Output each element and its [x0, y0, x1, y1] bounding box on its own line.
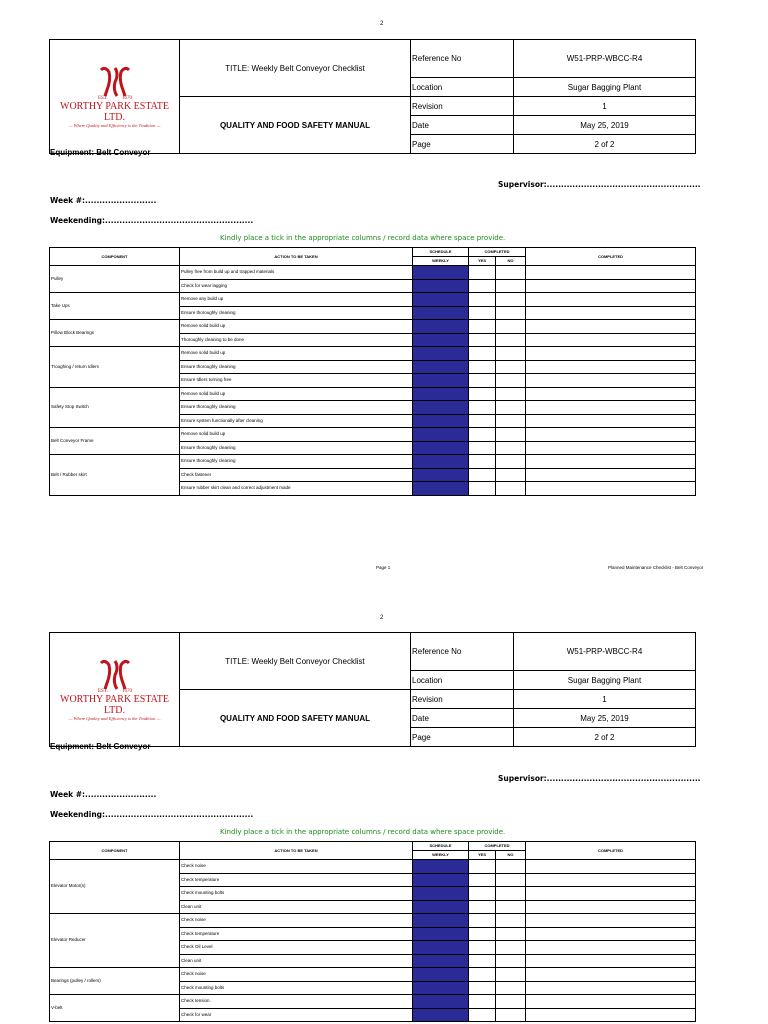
- action-cell: Remove solid build up: [180, 428, 413, 442]
- action-cell: Remove solid build up: [180, 347, 413, 361]
- completed-notes-cell[interactable]: [526, 941, 696, 955]
- logo-cell: [50, 40, 180, 154]
- ref-value: W51-PRP-WBCC-R4: [514, 633, 696, 671]
- completed-notes-cell[interactable]: [526, 428, 696, 442]
- completed-notes-cell[interactable]: [526, 927, 696, 941]
- action-cell: Check noise: [180, 968, 413, 982]
- action-cell: Ensure Idlers turning free: [180, 374, 413, 388]
- no-checkbox-cell[interactable]: [496, 468, 526, 482]
- weekly-schedule-cell: [413, 941, 469, 955]
- action-cell: Clean unit: [180, 900, 413, 914]
- yes-checkbox-cell[interactable]: [469, 968, 496, 982]
- weekly-schedule-cell: [413, 927, 469, 941]
- company-logo: EST. 1670 WORTHY PARK ESTATE LTD. — Where Quality and Efficiency is the Tradition —: [50, 66, 179, 128]
- weekly-schedule-cell: [413, 887, 469, 901]
- col-component: COMPONENT: [50, 842, 180, 860]
- completed-notes-cell[interactable]: [526, 482, 696, 496]
- component-cell: Take Ups: [50, 293, 180, 320]
- weekly-schedule-cell: [413, 981, 469, 995]
- yes-checkbox-cell[interactable]: [469, 860, 496, 874]
- action-cell: Pulley free from build up and trapped materials: [180, 266, 413, 280]
- completed-notes-cell[interactable]: [526, 900, 696, 914]
- table-row: [50, 320, 696, 334]
- action-cell: Thoroughly cleaning to be done: [180, 333, 413, 347]
- completed-notes-cell[interactable]: [526, 279, 696, 293]
- page-label: Page: [411, 728, 514, 747]
- action-cell: Check noise: [180, 860, 413, 874]
- completed-notes-cell[interactable]: [526, 1008, 696, 1022]
- location-label: Location: [411, 671, 514, 690]
- table-row: [50, 347, 696, 361]
- weekly-schedule-cell: [413, 387, 469, 401]
- completed-notes-cell[interactable]: [526, 860, 696, 874]
- svg-text:1670: 1670: [121, 688, 132, 693]
- svg-text:1670: 1670: [121, 95, 132, 100]
- yes-checkbox-cell[interactable]: [469, 468, 496, 482]
- action-cell: Check mounting bolts: [180, 981, 413, 995]
- weekly-schedule-cell: [413, 414, 469, 428]
- col-schedule: SCHEDULE: [413, 248, 469, 257]
- page-number: 2: [380, 615, 384, 621]
- weekly-schedule-cell: [413, 347, 469, 361]
- weekly-schedule-cell: [413, 360, 469, 374]
- component-cell: Pillow Block Bearings: [50, 320, 180, 347]
- col-yes: YES: [469, 851, 496, 860]
- weekly-schedule-cell: [413, 873, 469, 887]
- yes-checkbox-cell[interactable]: [469, 927, 496, 941]
- yes-checkbox-cell[interactable]: [469, 428, 496, 442]
- yes-checkbox-cell[interactable]: [469, 455, 496, 469]
- no-checkbox-cell[interactable]: [496, 941, 526, 955]
- component-cell: Pulley: [50, 266, 180, 293]
- weekly-schedule-cell: [413, 455, 469, 469]
- revision-value: 1: [514, 690, 696, 709]
- weekly-schedule-cell: [413, 293, 469, 307]
- no-checkbox-cell[interactable]: [496, 360, 526, 374]
- action-cell: Check tension.: [180, 995, 413, 1009]
- col-completed-notes: COMPLETED: [526, 842, 696, 860]
- weekending-field[interactable]: Weekending:....................................................: [50, 216, 254, 225]
- checklist-title: TITLE: Weekly Belt Conveyor Checklist: [180, 40, 411, 97]
- component-cell: Safety Stop Switch: [50, 387, 180, 428]
- yes-checkbox-cell[interactable]: [469, 414, 496, 428]
- revision-label: Revision: [411, 97, 514, 116]
- action-cell: Ensure thoroughly cleaning: [180, 455, 413, 469]
- header-table: [49, 39, 696, 154]
- weekly-schedule-cell: [413, 306, 469, 320]
- col-weekly: WEEKLY: [413, 851, 469, 860]
- no-checkbox-cell[interactable]: [496, 279, 526, 293]
- col-no: NO: [496, 257, 526, 266]
- no-checkbox-cell[interactable]: [496, 414, 526, 428]
- action-cell: Check noise: [180, 914, 413, 928]
- yes-checkbox-cell[interactable]: [469, 954, 496, 968]
- component-cell: Troughing / return Idlers: [50, 347, 180, 388]
- action-cell: Check for wear lagging: [180, 279, 413, 293]
- yes-checkbox-cell[interactable]: [469, 306, 496, 320]
- completed-notes-cell[interactable]: [526, 914, 696, 928]
- action-cell: Check for wear: [180, 1008, 413, 1022]
- weekly-schedule-cell: [413, 968, 469, 982]
- no-checkbox-cell[interactable]: [496, 306, 526, 320]
- col-completed: COMPLETED: [469, 842, 526, 851]
- ref-value: W51-PRP-WBCC-R4: [514, 40, 696, 78]
- yes-checkbox-cell[interactable]: [469, 995, 496, 1009]
- supervisor-field[interactable]: Supervisor:......................................................: [498, 180, 701, 189]
- no-checkbox-cell[interactable]: [496, 293, 526, 307]
- location-value: Sugar Bagging Plant: [514, 671, 696, 690]
- yes-checkbox-cell[interactable]: [469, 347, 496, 361]
- no-checkbox-cell[interactable]: [496, 387, 526, 401]
- action-cell: Ensure thoroughly cleaning: [180, 441, 413, 455]
- col-action: ACTION TO BE TAKEN: [180, 842, 413, 860]
- weekly-schedule-cell: [413, 482, 469, 496]
- yes-checkbox-cell[interactable]: [469, 441, 496, 455]
- yes-checkbox-cell[interactable]: [469, 374, 496, 388]
- completed-notes-cell[interactable]: [526, 333, 696, 347]
- action-cell: Remove solid build up: [180, 387, 413, 401]
- completed-notes-cell[interactable]: [526, 873, 696, 887]
- table-row: [50, 914, 696, 928]
- action-cell: Check fastener: [180, 468, 413, 482]
- col-no: NO: [496, 851, 526, 860]
- instruction-note: Kindly place a tick in the appropriate columns / record data where space provide.: [220, 234, 506, 242]
- no-checkbox-cell[interactable]: [496, 914, 526, 928]
- table-row: [50, 860, 696, 874]
- location-label: Location: [411, 78, 514, 97]
- completed-notes-cell[interactable]: [526, 468, 696, 482]
- yes-checkbox-cell[interactable]: [469, 360, 496, 374]
- date-label: Date: [411, 709, 514, 728]
- date-value: May 25, 2019: [514, 116, 696, 135]
- no-checkbox-cell[interactable]: [496, 1008, 526, 1022]
- revision-value: 1: [514, 97, 696, 116]
- action-cell: Check mounting bolts: [180, 887, 413, 901]
- action-cell: Ensure rubber skirt clean and correct adjustment made: [180, 482, 413, 496]
- no-checkbox-cell[interactable]: [496, 374, 526, 388]
- weekly-schedule-cell: [413, 995, 469, 1009]
- action-cell: Ensure thoroughly cleaning: [180, 306, 413, 320]
- week-field[interactable]: Week #:.........................: [50, 790, 157, 799]
- component-cell: V-belt: [50, 995, 180, 1022]
- yes-checkbox-cell[interactable]: [469, 279, 496, 293]
- table-row: [50, 293, 696, 307]
- table-row: [50, 968, 696, 982]
- completed-notes-cell[interactable]: [526, 981, 696, 995]
- page-two: [0, 594, 768, 1024]
- no-checkbox-cell[interactable]: [496, 333, 526, 347]
- action-cell: Remove solid build up: [180, 320, 413, 334]
- table-row: [50, 266, 696, 280]
- supervisor-field[interactable]: Supervisor:......................................................: [498, 774, 701, 783]
- location-value: Sugar Bagging Plant: [514, 78, 696, 97]
- completed-notes-cell[interactable]: [526, 414, 696, 428]
- no-checkbox-cell[interactable]: [496, 347, 526, 361]
- no-checkbox-cell[interactable]: [496, 873, 526, 887]
- footer-page: Page 1: [376, 565, 391, 570]
- completed-notes-cell[interactable]: [526, 293, 696, 307]
- completed-notes-cell[interactable]: [526, 441, 696, 455]
- page-label: Page: [411, 135, 514, 154]
- ref-label: Reference No: [411, 633, 514, 671]
- logo-cell: [50, 633, 180, 747]
- manual-title: QUALITY AND FOOD SAFETY MANUAL: [180, 97, 411, 154]
- yes-checkbox-cell[interactable]: [469, 1008, 496, 1022]
- week-field[interactable]: Week #:.........................: [50, 196, 157, 205]
- company-logo: EST. 1670 WORTHY PARK ESTATE LTD. — Where Quality and Efficiency is the Tradition —: [50, 659, 179, 721]
- no-checkbox-cell[interactable]: [496, 995, 526, 1009]
- equipment-label: Equipment: Belt Conveyor: [50, 742, 151, 751]
- no-checkbox-cell[interactable]: [496, 968, 526, 982]
- table-row: [50, 455, 696, 469]
- header-table: [49, 632, 696, 747]
- action-cell: Check Oil Level: [180, 941, 413, 955]
- instruction-note: Kindly place a tick in the appropriate columns / record data where space provide.: [220, 828, 506, 836]
- completed-notes-cell[interactable]: [526, 954, 696, 968]
- completed-notes-cell[interactable]: [526, 360, 696, 374]
- no-checkbox-cell[interactable]: [496, 428, 526, 442]
- completed-notes-cell[interactable]: [526, 401, 696, 415]
- component-cell: Elevator Motor(s): [50, 860, 180, 914]
- no-checkbox-cell[interactable]: [496, 954, 526, 968]
- page-number: 2: [380, 21, 384, 27]
- no-checkbox-cell[interactable]: [496, 887, 526, 901]
- equipment-label: Equipment: Belt Conveyor: [50, 148, 151, 157]
- yes-checkbox-cell[interactable]: [469, 293, 496, 307]
- component-cell: Elevator Reducer: [50, 914, 180, 968]
- footer-doc: Planned Maintenance Checklist - Belt Conveyor: [608, 565, 704, 570]
- completed-notes-cell[interactable]: [526, 995, 696, 1009]
- completed-notes-cell[interactable]: [526, 887, 696, 901]
- yes-checkbox-cell[interactable]: [469, 941, 496, 955]
- yes-checkbox-cell[interactable]: [469, 914, 496, 928]
- weekly-schedule-cell: [413, 914, 469, 928]
- weekly-schedule-cell: [413, 441, 469, 455]
- component-cell: Bearings (pulley / rollers): [50, 968, 180, 995]
- table-row: [50, 428, 696, 442]
- weekly-schedule-cell: [413, 954, 469, 968]
- yes-checkbox-cell[interactable]: [469, 266, 496, 280]
- no-checkbox-cell[interactable]: [496, 320, 526, 334]
- no-checkbox-cell[interactable]: [496, 900, 526, 914]
- yes-checkbox-cell[interactable]: [469, 887, 496, 901]
- no-checkbox-cell[interactable]: [496, 482, 526, 496]
- col-yes: YES: [469, 257, 496, 266]
- table-row: [50, 995, 696, 1009]
- weekly-schedule-cell: [413, 374, 469, 388]
- no-checkbox-cell[interactable]: [496, 981, 526, 995]
- table-row: [50, 387, 696, 401]
- col-action: ACTION TO BE TAKEN: [180, 248, 413, 266]
- yes-checkbox-cell[interactable]: [469, 900, 496, 914]
- yes-checkbox-cell[interactable]: [469, 401, 496, 415]
- no-checkbox-cell[interactable]: [496, 455, 526, 469]
- svg-text:EST.: EST.: [97, 95, 108, 100]
- page-value: 2 of 2: [514, 135, 696, 154]
- no-checkbox-cell[interactable]: [496, 401, 526, 415]
- weekending-field[interactable]: Weekending:....................................................: [50, 810, 254, 819]
- manual-title: QUALITY AND FOOD SAFETY MANUAL: [180, 690, 411, 747]
- weekly-schedule-cell: [413, 279, 469, 293]
- date-label: Date: [411, 116, 514, 135]
- completed-notes-cell[interactable]: [526, 306, 696, 320]
- weekly-schedule-cell: [413, 428, 469, 442]
- completed-notes-cell[interactable]: [526, 320, 696, 334]
- emblem-icon: [95, 66, 135, 100]
- col-completed: COMPLETED: [469, 248, 526, 257]
- yes-checkbox-cell[interactable]: [469, 482, 496, 496]
- no-checkbox-cell[interactable]: [496, 927, 526, 941]
- weekly-schedule-cell: [413, 900, 469, 914]
- completed-notes-cell[interactable]: [526, 347, 696, 361]
- action-cell: Ensure system functionally after cleaning: [180, 414, 413, 428]
- completed-notes-cell[interactable]: [526, 968, 696, 982]
- yes-checkbox-cell[interactable]: [469, 320, 496, 334]
- page-value: 2 of 2: [514, 728, 696, 747]
- action-cell: Clean unit: [180, 954, 413, 968]
- col-completed-notes: COMPLETED: [526, 248, 696, 266]
- weekly-schedule-cell: [413, 401, 469, 415]
- component-cell: Belt Conveyor Frame: [50, 428, 180, 455]
- action-cell: Check temperature: [180, 873, 413, 887]
- no-checkbox-cell[interactable]: [496, 860, 526, 874]
- action-cell: Check temperature: [180, 927, 413, 941]
- no-checkbox-cell[interactable]: [496, 441, 526, 455]
- checklist-table: [49, 247, 696, 496]
- date-value: May 25, 2019: [514, 709, 696, 728]
- weekly-schedule-cell: [413, 320, 469, 334]
- emblem-icon: [95, 659, 135, 693]
- yes-checkbox-cell[interactable]: [469, 873, 496, 887]
- yes-checkbox-cell[interactable]: [469, 981, 496, 995]
- ref-label: Reference No: [411, 40, 514, 78]
- completed-notes-cell[interactable]: [526, 455, 696, 469]
- yes-checkbox-cell[interactable]: [469, 387, 496, 401]
- weekly-schedule-cell: [413, 468, 469, 482]
- svg-text:EST.: EST.: [97, 688, 108, 693]
- revision-label: Revision: [411, 690, 514, 709]
- action-cell: Ensure thoroughly cleaning: [180, 401, 413, 415]
- completed-notes-cell[interactable]: [526, 374, 696, 388]
- weekly-schedule-cell: [413, 860, 469, 874]
- completed-notes-cell[interactable]: [526, 387, 696, 401]
- checklist-table: [49, 841, 696, 1022]
- yes-checkbox-cell[interactable]: [469, 333, 496, 347]
- action-cell: Ensure thoroughly cleaning: [180, 360, 413, 374]
- completed-notes-cell[interactable]: [526, 266, 696, 280]
- component-cell: Belt / Rubber skirt: [50, 455, 180, 496]
- no-checkbox-cell[interactable]: [496, 266, 526, 280]
- weekly-schedule-cell: [413, 266, 469, 280]
- weekly-schedule-cell: [413, 1008, 469, 1022]
- col-weekly: WEEKLY: [413, 257, 469, 266]
- col-schedule: SCHEDULE: [413, 842, 469, 851]
- action-cell: Remove any build up: [180, 293, 413, 307]
- col-component: COMPONENT: [50, 248, 180, 266]
- checklist-title: TITLE: Weekly Belt Conveyor Checklist: [180, 633, 411, 690]
- weekly-schedule-cell: [413, 333, 469, 347]
